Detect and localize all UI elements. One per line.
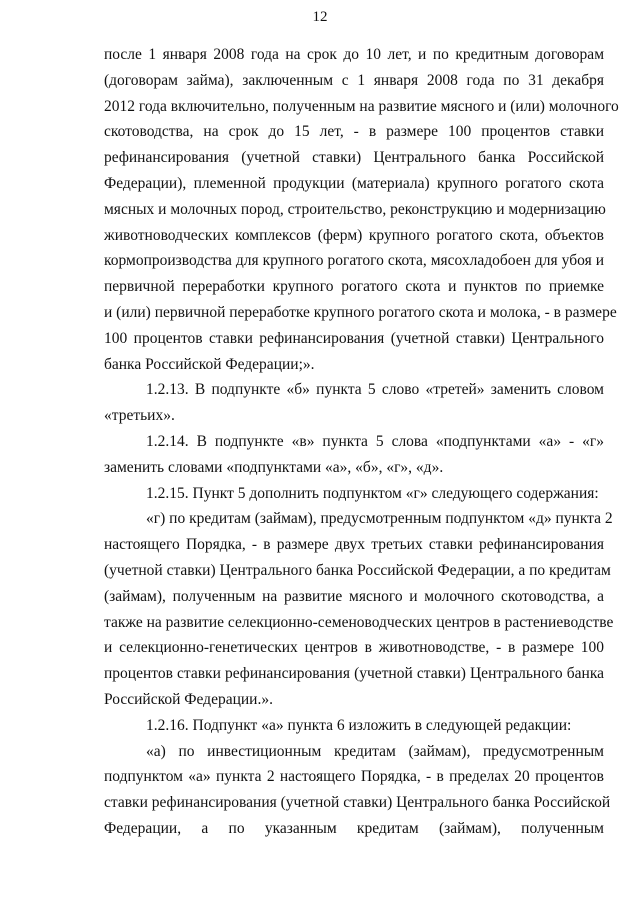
text-line: скотоводства, на срок до 15 лет, - в размере 100 процентов ставки	[104, 123, 604, 141]
text-line: Российской Федерации.».	[104, 690, 273, 708]
text-line: 1.2.13. В подпункте «б» пункта 5 слово «третей» заменить словом	[146, 381, 604, 399]
text-line: «а) по инвестиционным кредитам (займам), предусмотренным	[146, 742, 604, 760]
text-line: (займам), полученным на развитие мясного и молочного скотоводства, а	[104, 587, 604, 605]
text-line: заменить словами «подпунктами «а», «б», «г», «д».	[104, 458, 444, 476]
text-line: 100 процентов ставки рефинансирования (учетной ставки) Центрального	[104, 329, 604, 347]
text-line: 1.2.14. В подпункте «в» пункта 5 слова «подпунктами «а» - «г»	[146, 432, 604, 450]
text-line: (договорам займа), заключенным с 1 января 2008 года по 31 декабря	[104, 71, 604, 89]
text-line: «третьих».	[104, 407, 175, 425]
text-line: и селекционно-генетических центров в животноводстве, - в размере 100	[104, 639, 604, 657]
text-line: ставки рефинансирования (учетной ставки) Центрального банка Российской	[104, 794, 611, 812]
document-body	[104, 42, 619, 842]
text-line: и (или) первичной переработке крупного рогатого скота и молока, - в размере	[104, 303, 617, 321]
page-number: 12	[312, 9, 328, 25]
text-line: процентов ставки рефинансирования (учетной ставки) Центрального банка	[104, 665, 604, 683]
text-line: мясных и молочных пород, строительство, реконструкцию и модернизацию	[104, 200, 606, 218]
text-line: подпунктом «а» пункта 2 настоящего Порядка, - в пределах 20 процентов	[104, 768, 604, 786]
text-line: настоящего Порядка, - в размере двух третьих ставки рефинансирования	[104, 536, 604, 554]
text-line: также на развитие селекционно-семеноводческих центров в растениеводстве	[104, 613, 614, 631]
text-line: кормопроизводства для крупного рогатого скота, мясохладобоен для убоя и	[104, 252, 604, 270]
text-line: (учетной ставки) Центрального банка Российской Федерации, а по кредитам	[104, 561, 611, 579]
text-line: «г) по кредитам (займам), предусмотренным подпунктом «д» пункта 2	[146, 510, 613, 528]
text-line: 1.2.15. Пункт 5 дополнить подпунктом «г» следующего содержания:	[146, 484, 599, 502]
text-line: 1.2.16. Подпункт «а» пункта 6 изложить в следующей редакции:	[146, 716, 572, 734]
text-line: Федерации, а по указанным кредитам (займам), полученным	[104, 819, 604, 837]
text-line: 2012 года включительно, полученным на развитие мясного и (или) молочного	[104, 97, 619, 115]
text-line: рефинансирования (учетной ставки) Центрального банка Российской	[104, 149, 604, 167]
text-line: животноводческих комплексов (ферм) крупного рогатого скота, объектов	[104, 226, 604, 244]
text-line: первичной переработки крупного рогатого скота и пунктов по приемке	[104, 278, 604, 296]
text-line: банка Российской Федерации;».	[104, 355, 315, 373]
text-line: после 1 января 2008 года на срок до 10 лет, и по кредитным договорам	[104, 46, 604, 63]
text-line: Федерации), племенной продукции (материала) крупного рогатого скота	[104, 174, 604, 192]
